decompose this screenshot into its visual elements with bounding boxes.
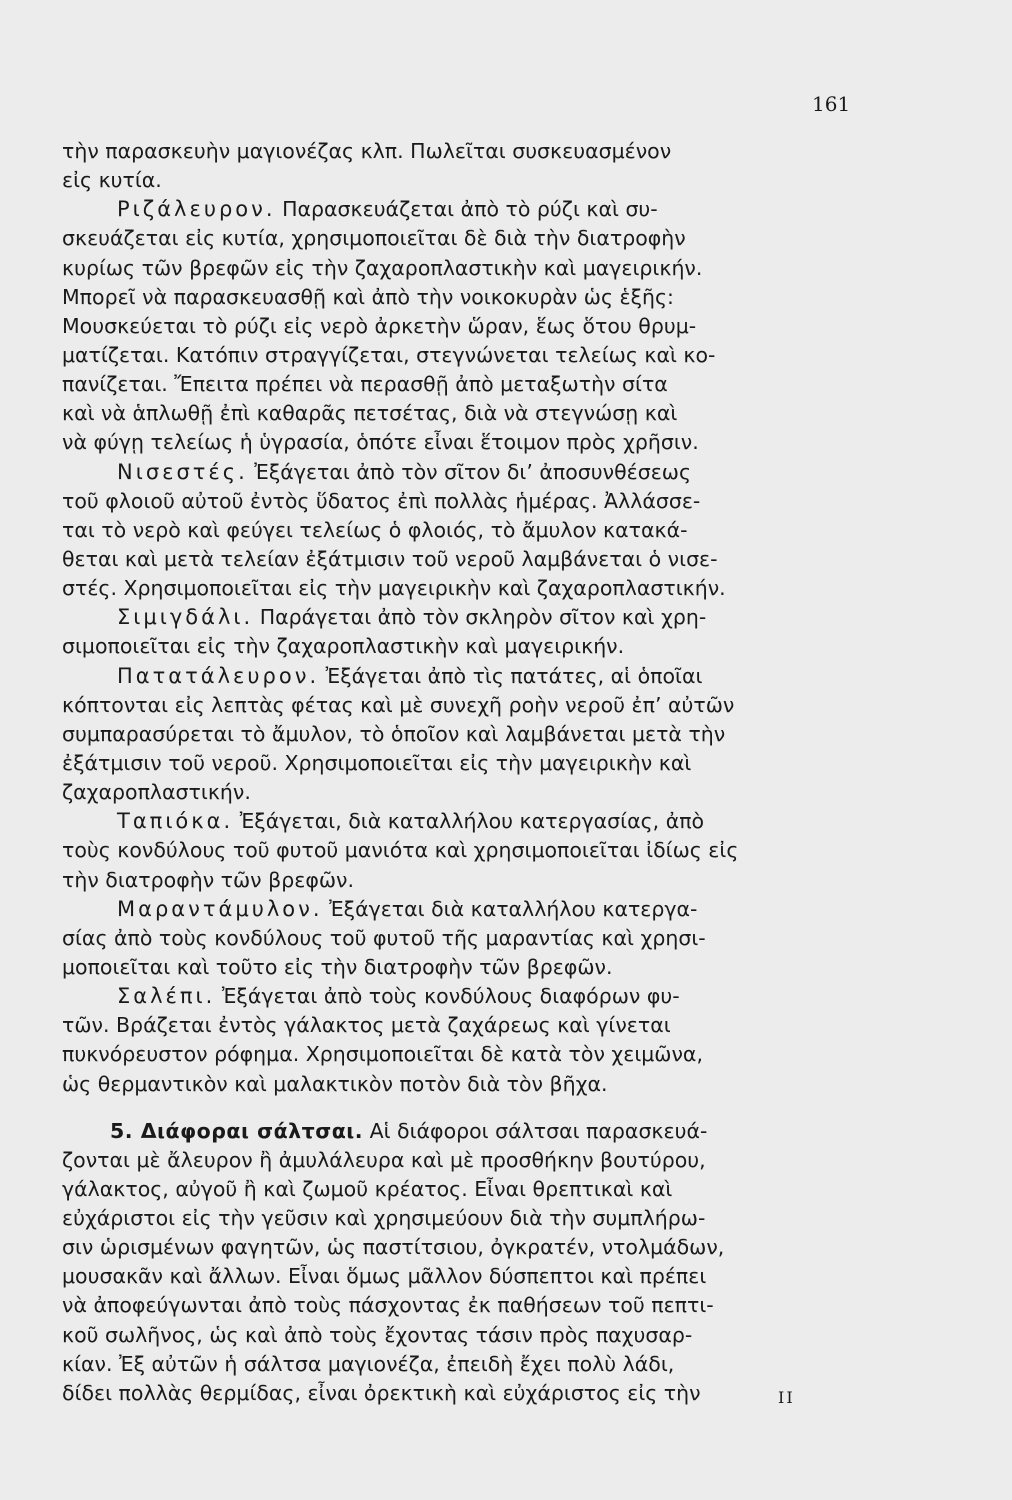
- term-salepi: Σαλέπι.: [117, 984, 216, 1009]
- term-nisestes: Νισεστές.: [117, 459, 248, 484]
- text-line: [62, 195, 850, 224]
- text-line: γάλακτος, αὐγοῦ ἢ καὶ ζωμοῦ κρέατος. Εἶναι θρεπτικαὶ καὶ: [62, 1176, 673, 1201]
- text-line: πανίζεται. Ἔπειτα πρέπει νὰ περασθῇ ἀπὸ μεταξωτὴν σίτα: [62, 372, 668, 397]
- text-fragment: Παράγεται ἀπὸ τὸν σκληρὸν σῖτον καὶ χρη-: [253, 605, 707, 630]
- term-marantamylon: Μαραντάμυλον.: [117, 896, 323, 921]
- signature-mark: ΙΙ: [778, 1388, 795, 1407]
- text-line: σιμοποιεῖται εἰς τὴν ζαχαροπλαστικὴν καὶ μαγειρικήν.: [62, 634, 625, 659]
- text-fragment: Παρασκευάζεται ἀπὸ τὸ ρύζι καὶ συ-: [275, 197, 658, 222]
- text-fragment: Ἐξάγεται ἀπὸ τὸν σῖτον δι’ ἀποσυνθέσεως: [247, 459, 691, 484]
- section-5: [62, 1117, 850, 1408]
- text-line: ἐξάτμισιν τοῦ νεροῦ. Χρησιμοποιεῖται εἰς τὴν μαγειρικὴν καὶ: [62, 750, 692, 775]
- text-line: τὴν παρασκευὴν μαγιονέζας κλπ. Πωλεῖται συσκευασμένον: [62, 139, 672, 163]
- paragraph-intro: [62, 137, 850, 195]
- text-line: θεται καὶ μετὰ τελείαν ἐξάτμισιν τοῦ νεροῦ λαμβάνεται ὁ νισε-: [62, 546, 718, 571]
- text-line: Μπορεῖ νὰ παρασκευασθῇ καὶ ἀπὸ τὴν νοικοκυρὰν ὡς ἑξῆς:: [62, 284, 674, 309]
- text-line: [62, 458, 850, 487]
- paragraph-rizaleuron: [62, 195, 850, 457]
- text-line: ὡς θερμαντικὸν καὶ μαλακτικὸν ποτὸν διὰ τὸν βῆχα.: [62, 1071, 608, 1096]
- text-line: κυρίως τῶν βρεφῶν εἰς τὴν ζαχαροπλαστικὴν καὶ μαγειρικήν.: [62, 255, 703, 280]
- text-line: σκευάζεται εἰς κυτία, χρησιμοποιεῖται δὲ διὰ τὴν διατροφὴν: [62, 226, 686, 251]
- text-line: τὴν διατροφὴν τῶν βρεφῶν.: [62, 867, 354, 892]
- text-line: κοῦ σωλῆνος, ὡς καὶ ἀπὸ τοὺς ἔχοντας τάσιν πρὸς παχυσαρ-: [62, 1322, 693, 1347]
- text-line: πυκνόρευστον ρόφημα. Χρησιμοποιεῖται δὲ κατὰ τὸν χειμῶνα,: [62, 1042, 703, 1067]
- paragraph-patataleuron: [62, 662, 850, 808]
- page-number: 161: [812, 92, 851, 116]
- text-line: μοποιεῖται καὶ τοῦτο εἰς τὴν διατροφὴν τῶν βρεφῶν.: [62, 954, 613, 979]
- text-fragment: Αἱ διάφοροι σάλτσαι παρασκευά-: [363, 1118, 708, 1143]
- text-line: δίδει πολλὰς θερμίδας, εἶναι ὀρεκτικὴ καὶ εὐχάριστος εἰς τὴν: [62, 1380, 701, 1405]
- text-line: συμπαρασύρεται τὸ ἄμυλον, τὸ ὁποῖον καὶ λαμβάνεται μετὰ τὴν: [62, 721, 726, 746]
- text-fragment: Ἐξάγεται ἀπὸ τοὺς κονδύλους διαφόρων φυ-: [215, 984, 680, 1009]
- text-line: σίας ἀπὸ τοὺς κονδύλους τοῦ φυτοῦ τῆς μαραντίας καὶ χρησι-: [62, 925, 706, 950]
- text-line: κόπτονται εἰς λεπτὰς φέτας καὶ μὲ συνεχῆ ροὴν νεροῦ ἐπ’ αὐτῶν: [62, 692, 735, 717]
- paragraph-tapioka: [62, 807, 850, 894]
- term-simigdali: Σιμιγδάλι.: [117, 605, 254, 630]
- text-line: ζονται μὲ ἄλευρον ἢ ἀμυλάλευρα καὶ μὲ προσθήκην βουτύρου,: [62, 1147, 706, 1172]
- text-line: ματίζεται. Κατόπιν στραγγίζεται, στεγνώνεται τελείως καὶ κο-: [62, 342, 716, 367]
- text-line: εἰς κυτία.: [62, 168, 162, 193]
- text-line: εὐχάριστοι εἰς τὴν γεῦσιν καὶ χρησιμεύουν διὰ τὴν συμπλήρω-: [62, 1206, 706, 1231]
- text-line: ζαχαροπλαστικήν.: [62, 780, 251, 805]
- page-body: [62, 137, 850, 1408]
- paragraph-marantamylon: [62, 895, 850, 982]
- text-line: [62, 807, 850, 836]
- text-line: [62, 982, 850, 1011]
- text-line: κίαν. Ἐξ αὐτῶν ἡ σάλτσα μαγιονέζα, ἐπειδὴ ἔχει πολὺ λάδι,: [62, 1351, 675, 1376]
- section-title: 5. Διάφοραι σάλτσαι.: [110, 1118, 364, 1143]
- term-patataleuron: Πατατάλευρον.: [117, 663, 320, 688]
- paragraph-nisestes: [62, 458, 850, 604]
- text-line: σιν ὡρισμένων φαγητῶν, ὡς παστίτσιου, ὀγκρατέν, ντολμάδων,: [62, 1235, 725, 1260]
- text-line: νὰ ἀποφεύγωνται ἀπὸ τοὺς πάσχοντας ἐκ παθήσεων τοῦ πεπτι-: [62, 1293, 714, 1318]
- text-line: μουσακᾶν καὶ ἄλλων. Εἶναι ὅμως μᾶλλον δύσπεπτοι καὶ πρέπει: [62, 1264, 707, 1289]
- text-line: [62, 603, 850, 632]
- term-rizaleuron: Ριζάλευρον.: [117, 197, 276, 222]
- text-line: νὰ φύγῃ τελείως ἡ ὑγρασία, ὁπότε εἶναι ἕτοιμον πρὸς χρῆσιν.: [62, 430, 699, 455]
- section-spacer: [62, 1099, 850, 1117]
- text-line: καὶ νὰ ἁπλωθῇ ἐπὶ καθαρᾶς πετσέτας, διὰ νὰ στεγνώσῃ καὶ: [62, 401, 678, 426]
- text-line: τοὺς κονδύλους τοῦ φυτοῦ μανιότα καὶ χρησιμοποιεῖται ἰδίως εἰς: [62, 838, 739, 863]
- text-fragment: Ἐξάγεται ἀπὸ τὶς πατάτες, αἱ ὁποῖαι: [319, 663, 703, 688]
- text-line: [62, 895, 850, 924]
- text-line: [62, 662, 850, 691]
- text-fragment: Ἐξάγεται διὰ καταλλήλου κατεργα-: [322, 896, 698, 921]
- text-fragment: Ἐξάγεται, διὰ καταλλήλου κατεργασίας, ἀπὸ: [233, 809, 705, 834]
- text-line: τοῦ φλοιοῦ αὐτοῦ ἐντὸς ὕδατος ἐπὶ πολλὰς ἡμέρας. Ἀλλάσσε-: [62, 488, 701, 513]
- term-tapioka: Ταπιόκα.: [117, 809, 234, 834]
- text-line: [62, 1117, 850, 1146]
- text-line: ται τὸ νερὸ καὶ φεύγει τελείως ὁ φλοιός, τὸ ἄμυλον κατακά-: [62, 517, 688, 542]
- text-line: στές. Χρησιμοποιεῖται εἰς τὴν μαγειρικὴν καὶ ζαχαροπλαστικήν.: [62, 576, 726, 601]
- paragraph-simigdali: [62, 603, 850, 661]
- text-line: τῶν. Βράζεται ἐντὸς γάλακτος μετὰ ζαχάρεως καὶ γίνεται: [62, 1013, 671, 1038]
- text-line: Μουσκεύεται τὸ ρύζι εἰς νερὸ ἀρκετὴν ὥραν, ἕως ὅτου θρυμ-: [62, 313, 697, 338]
- paragraph-salepi: [62, 982, 850, 1099]
